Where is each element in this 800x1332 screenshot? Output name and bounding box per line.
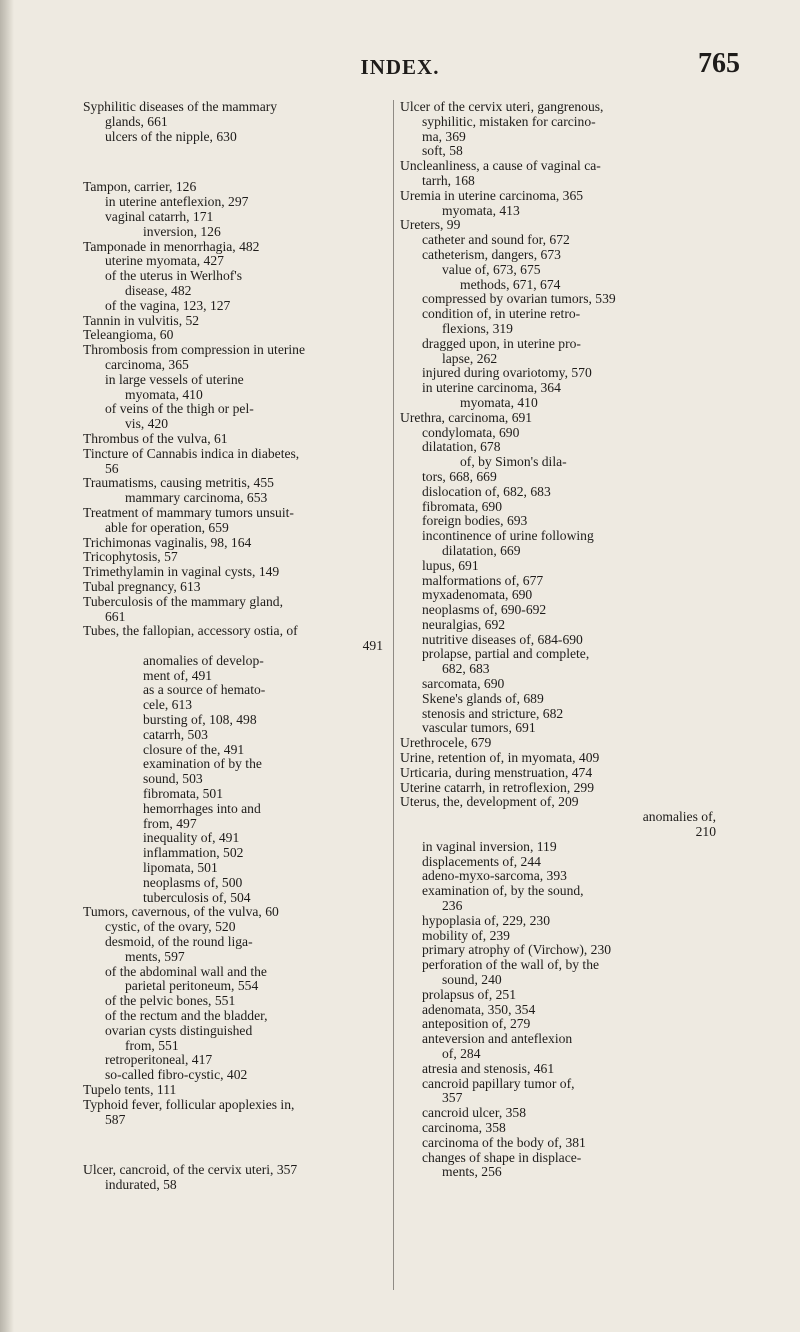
index-entry: myxadenomata, 690	[422, 587, 533, 603]
index-entry: stenosis and stricture, 682	[422, 705, 564, 721]
index-entry: ma, 369	[422, 128, 466, 144]
index-entry: atresia and stenosis, 461	[422, 1060, 555, 1076]
index-entry: so-called fibro-cystic, 402	[105, 1067, 248, 1083]
index-entry: from, 497	[143, 815, 197, 831]
index-entry: desmoid, of the round liga-	[105, 934, 253, 950]
index-entry: inflammation, 502	[143, 845, 244, 861]
page-header-title: INDEX.	[360, 55, 440, 79]
index-entry: 210	[695, 824, 716, 840]
index-entry: closure of the, 491	[143, 741, 245, 757]
index-entry: Urethra, carcinoma, 691	[400, 409, 533, 425]
index-entry: carcinoma, 365	[105, 356, 189, 372]
index-entry: carcinoma, 358	[422, 1119, 506, 1135]
index-column-right	[400, 100, 716, 1180]
index-entry: in uterine carcinoma, 364	[422, 380, 561, 396]
index-entry: 491	[362, 638, 383, 654]
index-entry: syphilitic, mistaken for carcino-	[422, 113, 596, 129]
index-entry: glands, 661	[105, 113, 168, 129]
index-entry: cancroid papillary tumor of,	[422, 1075, 575, 1091]
index-entry: 236	[442, 898, 463, 914]
index-entry: condylomata, 690	[422, 424, 520, 440]
index-entry: Tincture of Cannabis indica in diabetes,	[83, 445, 300, 461]
index-entry: prolapse, partial and complete,	[422, 646, 590, 662]
index-entry: anomalies of,	[642, 809, 716, 825]
index-entry: catarrh, 503	[143, 726, 208, 742]
index-entry: anomalies of develop-	[143, 652, 264, 668]
index-entry: Traumatisms, causing metritis, 455	[83, 475, 274, 491]
index-entry: injured during ovariotomy, 570	[422, 365, 592, 381]
index-entry: changes of shape in displace-	[422, 1149, 582, 1165]
index-entry: lipomata, 501	[143, 860, 218, 876]
index-entry: Tannin in vulvitis, 52	[83, 312, 200, 328]
index-entry: in large vessels of uterine	[105, 371, 244, 387]
index-entry: Thrombosis from compression in uterine	[83, 342, 305, 358]
index-entry: malformations of, 677	[422, 572, 544, 588]
index-entry: Urine, retention of, in myomata, 409	[400, 750, 600, 766]
index-entry: of, 284	[442, 1046, 481, 1061]
index-entry: condition of, in uterine retro-	[422, 306, 581, 322]
index-entry: Teleangioma, 60	[83, 327, 174, 343]
index-entry: of veins of the thigh or pel-	[105, 401, 254, 417]
index-entry: methods, 671, 674	[460, 276, 561, 292]
index-column-left	[83, 100, 383, 1193]
index-entry: Typhoid fever, follicular apoplexies in,	[83, 1096, 295, 1112]
index-entry: 682, 683	[442, 661, 490, 677]
column-divider	[393, 100, 394, 1290]
section-gap	[83, 144, 383, 180]
index-entry: myomata, 410	[125, 386, 203, 402]
index-entry: Tuberculosis of the mammary gland,	[83, 593, 283, 609]
index-entry: mobility of, 239	[422, 927, 510, 943]
index-entry: disease, 482	[125, 282, 192, 298]
index-entry: Trichimonas vaginalis, 98, 164	[83, 534, 252, 550]
index-entry: fibromata, 690	[422, 498, 503, 514]
index-entry: displacements of, 244	[422, 853, 541, 869]
index-entry: parietal peritoneum, 554	[125, 978, 259, 994]
index-entry: Tupelo tents, 111	[83, 1082, 177, 1097]
index-entry: neoplasms of, 500	[143, 874, 243, 890]
index-entry: Syphilitic diseases of the mammary	[83, 99, 278, 114]
index-entry: Uremia in uterine carcinoma, 365	[400, 187, 584, 203]
index-entry: neoplasms of, 690-692	[422, 602, 547, 618]
index-entry: Tamponade in menorrhagia, 482	[83, 238, 260, 254]
index-entry: cancroid ulcer, 358	[422, 1105, 527, 1121]
index-entry: able for operation, 659	[105, 519, 229, 535]
index-entry: anteversion and anteflexion	[422, 1031, 573, 1047]
index-entry: as a source of hemato-	[143, 682, 266, 698]
index-entry: lapse, 262	[442, 350, 498, 366]
index-entry: Tricophytosis, 57	[83, 549, 178, 565]
index-entry: Tampon, carrier, 126	[83, 179, 197, 195]
index-entry: lupus, 691	[422, 557, 479, 573]
index-entry: ovarian cysts distinguished	[105, 1022, 253, 1038]
index-entry: carcinoma of the body of, 381	[422, 1134, 586, 1150]
index-entry: of the vagina, 123, 127	[105, 297, 231, 313]
index-entry: examination of, by the sound,	[422, 883, 584, 899]
index-entry: myomata, 410	[460, 394, 538, 410]
index-entry: Ulcer, cancroid, of the cervix uteri, 357	[83, 1162, 298, 1178]
index-entry: sound, 503	[143, 771, 203, 787]
index-entry: of the uterus in Werlhof's	[105, 268, 243, 284]
index-entry: foreign bodies, 693	[422, 513, 528, 529]
index-entry: examination of by the	[143, 756, 262, 772]
index-entry: hemorrhages into and	[143, 800, 261, 816]
index-entry: uterine myomata, 427	[105, 253, 224, 269]
index-entry: dislocation of, 682, 683	[422, 483, 551, 499]
index-entry: hypoplasia of, 229, 230	[422, 912, 550, 928]
index-entry: sound, 240	[442, 972, 502, 988]
index-entry: Urticaria, during menstruation, 474	[400, 764, 593, 780]
index-entry: Tubal pregnancy, 613	[83, 578, 201, 594]
index-entry: ulcers of the nipple, 630	[105, 128, 237, 144]
index-entry: prolapsus of, 251	[422, 986, 517, 1002]
index-entry: tors, 668, 669	[422, 468, 497, 484]
index-entry: catheter and sound for, 672	[422, 232, 570, 248]
index-entry: Trimethylamin in vaginal cysts, 149	[83, 564, 280, 580]
index-entry: of the rectum and the bladder,	[105, 1008, 268, 1024]
index-entry: adeno-myxo-sarcoma, 393	[422, 868, 567, 884]
page-number: 765	[698, 48, 740, 79]
index-entry: Ulcer of the cervix uteri, gangrenous,	[400, 99, 604, 114]
index-entry: perforation of the wall of, by the	[422, 957, 600, 973]
page-edge-shadow	[0, 0, 14, 1332]
index-entry: primary atrophy of (Virchow), 230	[422, 942, 612, 958]
index-entry: Tubes, the fallopian, accessory ostia, of	[83, 623, 298, 639]
index-entry: ments, 597	[125, 948, 185, 964]
index-entry: inequality of, 491	[143, 830, 240, 846]
index-entry: 587	[105, 1111, 126, 1127]
index-entry: of the pelvic bones, 551	[105, 993, 236, 1009]
index-entry: adenomata, 350, 354	[422, 1001, 536, 1017]
index-entry: myomata, 413	[442, 202, 520, 218]
index-entry: of the abdominal wall and the	[105, 963, 267, 979]
index-entry: in uterine anteflexion, 297	[105, 194, 249, 210]
index-entry: Skene's glands of, 689	[422, 690, 544, 706]
index-entry: Uncleanliness, a cause of vaginal ca-	[400, 158, 601, 174]
index-entry: in vaginal inversion, 119	[422, 838, 557, 854]
index-entry: cystic, of the ovary, 520	[105, 919, 236, 935]
index-entry: Uterus, the, development of, 209	[400, 794, 579, 810]
index-entry: compressed by ovarian tumors, 539	[422, 291, 616, 307]
index-entry: tarrh, 168	[422, 172, 475, 188]
index-entry: bursting of, 108, 498	[143, 712, 257, 728]
index-entry: dragged upon, in uterine pro-	[422, 335, 581, 351]
index-entry: vascular tumors, 691	[422, 720, 536, 736]
section-gap	[83, 1127, 383, 1163]
index-entry: tuberculosis of, 504	[143, 889, 251, 905]
index-entry: soft, 58	[422, 143, 463, 159]
index-entry: Uterine catarrh, in retroflexion, 299	[400, 779, 595, 795]
index-entry: incontinence of urine following	[422, 528, 594, 544]
index-entry: 56	[105, 460, 119, 476]
index-entry: ment of, 491	[143, 667, 213, 683]
index-entry: dilatation, 669	[442, 542, 521, 558]
index-entry: Ureters, 99	[400, 217, 461, 233]
index-entry: 661	[105, 608, 126, 624]
index-entry: of, by Simon's dila-	[460, 454, 567, 470]
index-entry: 357	[442, 1090, 463, 1106]
index-entry: vaginal catarrh, 171	[105, 208, 214, 224]
index-entry: value of, 673, 675	[442, 261, 541, 277]
index-entry: ments, 256	[442, 1164, 502, 1180]
index-entry: Tumors, cavernous, of the vulva, 60	[83, 904, 279, 920]
index-entry: flexions, 319	[442, 320, 513, 336]
index-entry: retroperitoneal, 417	[105, 1052, 213, 1068]
index-entry: vis, 420	[125, 416, 169, 432]
index-entry: nutritive diseases of, 684-690	[422, 631, 583, 647]
index-entry: catheterism, dangers, 673	[422, 246, 561, 262]
index-entry: cele, 613	[143, 697, 193, 713]
index-entry: Urethrocele, 679	[400, 735, 492, 751]
index-entry: Thrombus of the vulva, 61	[83, 430, 228, 446]
index-entry: Treatment of mammary tumors unsuit-	[83, 504, 294, 520]
index-entry: fibromata, 501	[143, 786, 224, 802]
index-entry: from, 551	[125, 1037, 179, 1053]
index-entry: mammary carcinoma, 653	[125, 490, 268, 506]
index-entry: indurated, 58	[105, 1177, 177, 1193]
index-entry: dilatation, 678	[422, 439, 501, 455]
index-entry: neuralgias, 692	[422, 616, 506, 632]
index-entry: anteposition of, 279	[422, 1016, 531, 1032]
index-entry: sarcomata, 690	[422, 676, 505, 692]
index-entry: inversion, 126	[143, 223, 221, 239]
